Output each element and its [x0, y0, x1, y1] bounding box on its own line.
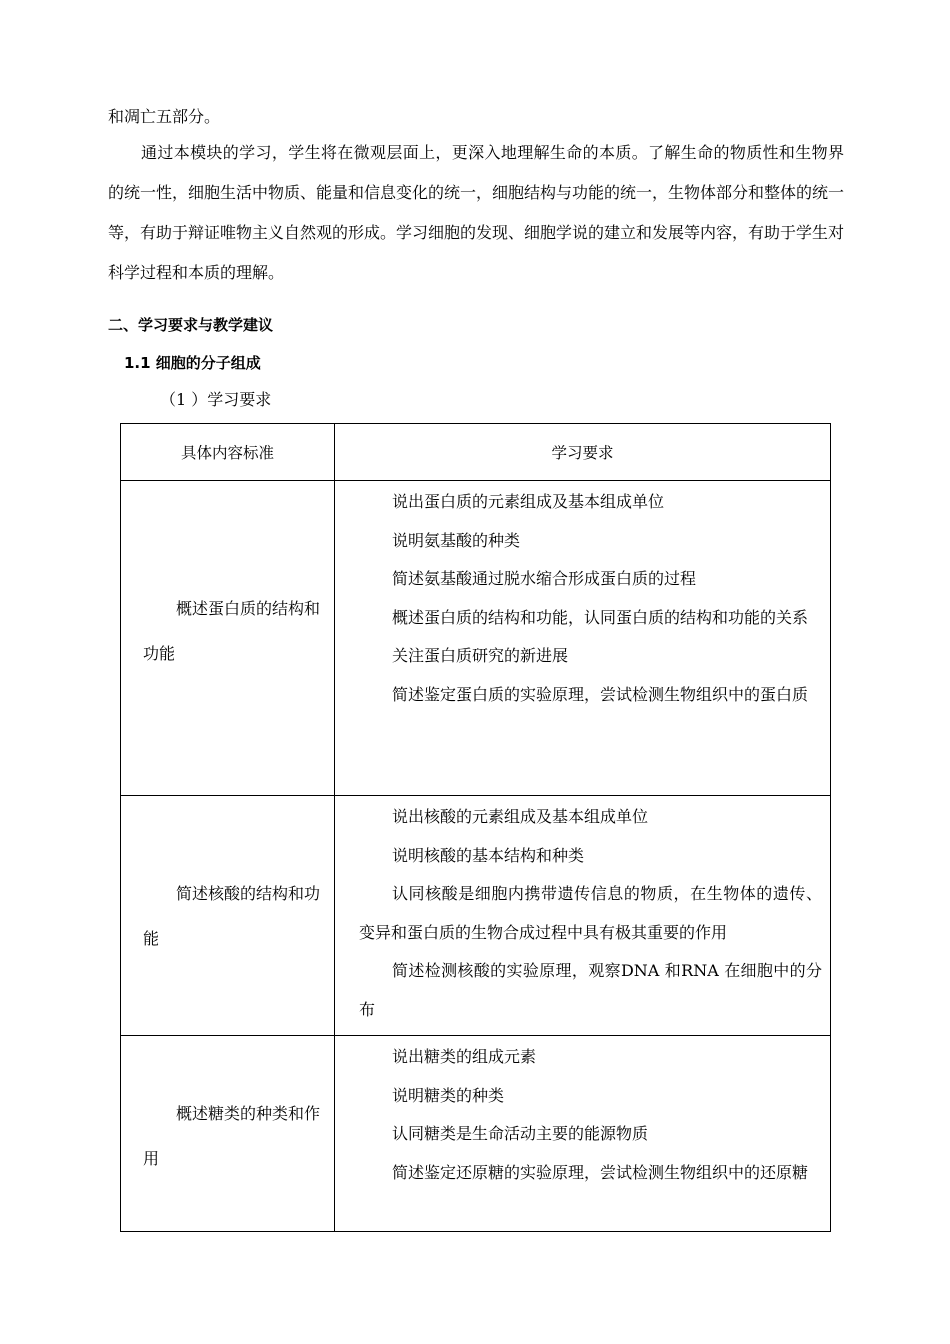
requirement-item: 说出蛋白质的元素组成及基本组成单位 [392, 492, 665, 511]
requirement-item: 说出糖类的组成元素 [392, 1047, 537, 1066]
requirements-cell [335, 481, 831, 796]
requirement-item: 简述氨基酸通过脱水缩合形成蛋白质的过程 [392, 569, 697, 588]
content-standard-cell: 简述核酸的结构和功能 [121, 796, 335, 1036]
requirement-item: 说出核酸的元素组成及基本组成单位 [392, 807, 649, 826]
subsection-heading: 1.1 细胞的分子组成 [124, 354, 261, 372]
section-heading: 二、学习要求与教学建议 [108, 316, 274, 334]
requirement-item: 认同糖类是生命活动主要的能源物质 [392, 1124, 649, 1143]
requirements-cell [335, 796, 831, 1036]
content-standard-cell: 概述糖类的种类和作用 [121, 1036, 335, 1232]
requirement-item: 简述检测核酸的实验原理，观察DNA 和RNA 在细胞中的分布 [359, 961, 822, 1019]
requirement-item: 概述蛋白质的结构和功能，认同蛋白质的结构和功能的关系 [392, 607, 809, 627]
header-content-standard: 具体内容标准 [121, 424, 335, 481]
table-row [121, 1036, 831, 1232]
requirements-cell [335, 1036, 831, 1232]
intro-tail-text: 和凋亡五部分。 [108, 107, 221, 126]
requirement-item: 说明糖类的种类 [392, 1085, 505, 1105]
requirement-item: 说明核酸的基本结构和种类 [392, 845, 585, 865]
subsubsection-label: （1 ）学习要求 [160, 390, 272, 409]
table-row [121, 481, 831, 796]
content-standard-cell: 概述蛋白质的结构和功能 [121, 481, 335, 796]
requirement-item: 认同核酸是细胞内携带遗传信息的物质，在生物体的遗传、变异和蛋白质的生物合成过程中具有极其重要的作用 [359, 884, 822, 942]
requirement-item: 简述鉴定还原糖的实验原理，尝试检测生物组织中的还原糖 [392, 1162, 809, 1182]
header-learning-requirements: 学习要求 [335, 424, 831, 481]
intro-paragraph: 通过本模块的学习，学生将在微观层面上，更深入地理解生命的本质。了解生命的物质性和生物界的统一性，细胞生活中物质、能量和信息变化的统一，细胞结构与功能的统一，生物体部分和整体的统一等，有助于辩证唯物主义自然观的形成。学习细胞的发现、细胞学说的建立和发展等内容，有助于学生对科学过程和本质的理解。 [108, 143, 845, 282]
learning-requirements-table [120, 423, 831, 1232]
table-header-row [121, 424, 831, 481]
requirement-item: 关注蛋白质研究的新进展 [392, 646, 569, 665]
requirement-item: 简述鉴定蛋白质的实验原理，尝试检测生物组织中的蛋白质 [392, 684, 809, 704]
requirement-item: 说明氨基酸的种类 [392, 530, 521, 550]
table-row [121, 796, 831, 1036]
